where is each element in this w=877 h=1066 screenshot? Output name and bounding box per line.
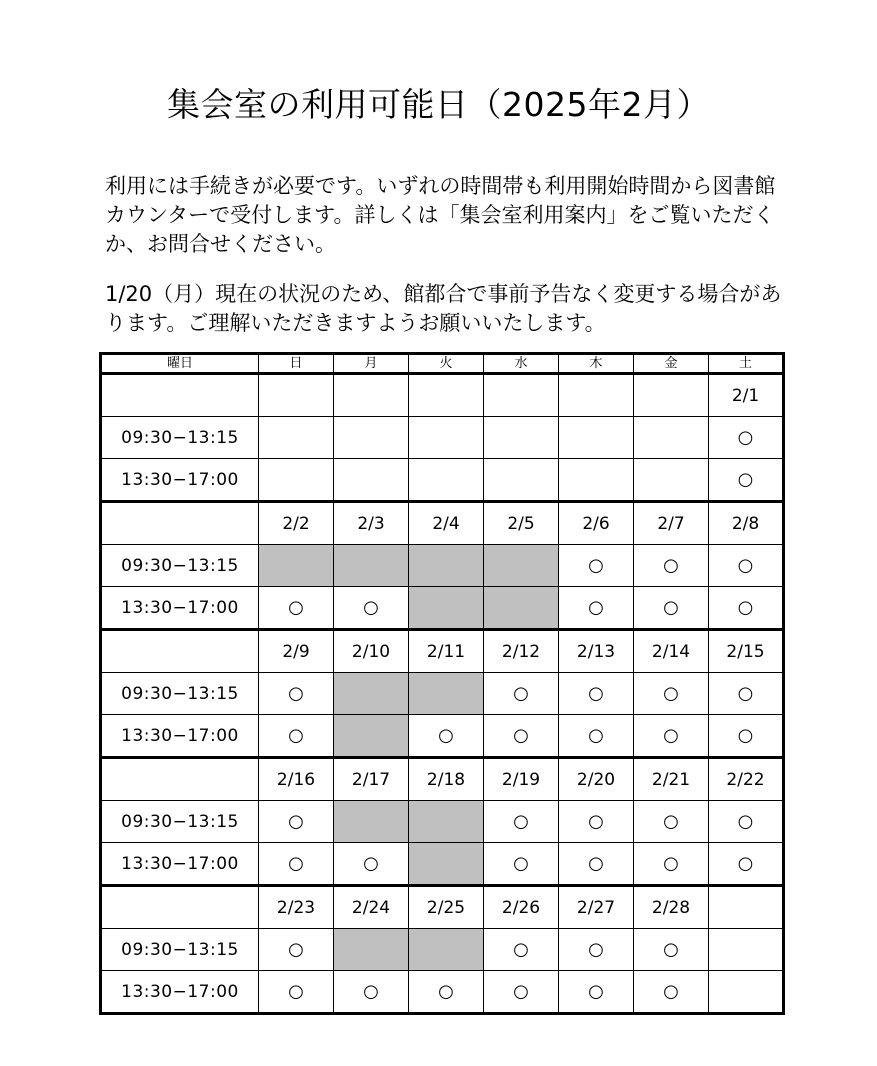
slot-row-morning xyxy=(101,417,784,459)
available-mark: ○ xyxy=(484,673,559,715)
available-mark: ○ xyxy=(484,801,559,843)
available-mark: ○ xyxy=(559,545,634,587)
available-mark: ○ xyxy=(634,801,709,843)
date-cell-mon xyxy=(334,374,409,417)
available-mark: ○ xyxy=(709,459,784,502)
week-date-row xyxy=(101,886,784,929)
available-mark: ○ xyxy=(634,843,709,886)
slot-row-afternoon xyxy=(101,843,784,886)
date-cell-sun: 2/2 xyxy=(259,502,334,545)
slot-row-afternoon xyxy=(101,587,784,630)
unavailable-cell xyxy=(334,929,409,971)
change-notice: 1/20（月）現在の状況のため、館都合で事前予告なく変更する場合があります。ご理解いただきますようお願いいたします。 xyxy=(105,282,782,335)
unavailable-cell xyxy=(409,801,484,843)
date-row-label xyxy=(101,630,259,673)
slot-row-afternoon xyxy=(101,971,784,1014)
date-row-label xyxy=(101,886,259,929)
weekday-mon: 月 xyxy=(334,354,409,374)
date-cell-sat: 2/1 xyxy=(709,374,784,417)
week-date-row xyxy=(101,374,784,417)
slot-row-morning xyxy=(101,801,784,843)
usage-notice: 利用には手続きが必要です。いずれの時間帯も利用開始時間から図書館カウンターで受付します。詳しくは「集会室利用案内」をご覧いただくか、お問合せください。 xyxy=(105,174,776,256)
time-slot-label: 13:30−17:00 xyxy=(101,715,259,758)
available-mark: ○ xyxy=(559,929,634,971)
unavailable-cell xyxy=(259,545,334,587)
available-mark: ○ xyxy=(634,587,709,630)
empty-cell xyxy=(334,417,409,459)
date-cell-mon: 2/24 xyxy=(334,886,409,929)
unavailable-cell xyxy=(409,673,484,715)
date-cell-fri: 2/21 xyxy=(634,758,709,801)
available-mark: ○ xyxy=(709,673,784,715)
available-mark: ○ xyxy=(634,545,709,587)
date-cell-sun: 2/9 xyxy=(259,630,334,673)
empty-cell xyxy=(334,459,409,502)
empty-cell xyxy=(559,459,634,502)
weekday-wed: 水 xyxy=(484,354,559,374)
unavailable-cell xyxy=(334,673,409,715)
date-cell-thu: 2/27 xyxy=(559,886,634,929)
weekday-sun: 日 xyxy=(259,354,334,374)
week-date-row xyxy=(101,502,784,545)
empty-cell xyxy=(259,459,334,502)
available-mark: ○ xyxy=(634,971,709,1014)
time-slot-label: 13:30−17:00 xyxy=(101,971,259,1014)
available-mark: ○ xyxy=(259,971,334,1014)
date-cell-sun: 2/16 xyxy=(259,758,334,801)
available-mark: ○ xyxy=(709,843,784,886)
date-cell-sat: 2/15 xyxy=(709,630,784,673)
date-cell-wed: 2/12 xyxy=(484,630,559,673)
unavailable-cell xyxy=(409,843,484,886)
weekday-header-row xyxy=(101,354,784,374)
empty-cell xyxy=(634,417,709,459)
page-title: 集会室の利用可能日（2025年2月） xyxy=(167,85,710,124)
weekday-sat: 土 xyxy=(709,354,784,374)
date-cell-tue: 2/4 xyxy=(409,502,484,545)
weekday-tue: 火 xyxy=(409,354,484,374)
date-cell-wed: 2/19 xyxy=(484,758,559,801)
unavailable-cell xyxy=(334,545,409,587)
available-mark: ○ xyxy=(634,715,709,758)
date-cell-tue: 2/18 xyxy=(409,758,484,801)
date-cell-sat: 2/8 xyxy=(709,502,784,545)
date-cell-sat: 2/22 xyxy=(709,758,784,801)
date-cell-wed xyxy=(484,374,559,417)
time-slot-label: 13:30−17:00 xyxy=(101,459,259,502)
empty-cell xyxy=(559,417,634,459)
week-date-row xyxy=(101,758,784,801)
available-mark: ○ xyxy=(559,971,634,1014)
date-cell-thu: 2/20 xyxy=(559,758,634,801)
available-mark: ○ xyxy=(259,673,334,715)
date-cell-fri: 2/28 xyxy=(634,886,709,929)
date-cell-tue: 2/11 xyxy=(409,630,484,673)
date-cell-fri: 2/7 xyxy=(634,502,709,545)
available-mark: ○ xyxy=(709,417,784,459)
unavailable-cell xyxy=(484,545,559,587)
time-slot-label: 09:30−13:15 xyxy=(101,929,259,971)
available-mark: ○ xyxy=(634,929,709,971)
date-cell-sun xyxy=(259,374,334,417)
date-cell-fri xyxy=(634,374,709,417)
unavailable-cell xyxy=(409,545,484,587)
available-mark: ○ xyxy=(259,929,334,971)
unavailable-cell xyxy=(334,801,409,843)
available-mark: ○ xyxy=(484,929,559,971)
unavailable-cell xyxy=(334,715,409,758)
date-cell-thu: 2/6 xyxy=(559,502,634,545)
date-cell-tue: 2/25 xyxy=(409,886,484,929)
available-mark: ○ xyxy=(559,843,634,886)
empty-cell xyxy=(409,459,484,502)
available-mark: ○ xyxy=(634,673,709,715)
empty-cell xyxy=(409,417,484,459)
time-slot-label: 09:30−13:15 xyxy=(101,545,259,587)
available-mark: ○ xyxy=(559,801,634,843)
unavailable-cell xyxy=(409,929,484,971)
time-slot-label: 09:30−13:15 xyxy=(101,801,259,843)
time-slot-label: 09:30−13:15 xyxy=(101,673,259,715)
available-mark: ○ xyxy=(259,587,334,630)
slot-row-morning xyxy=(101,545,784,587)
available-mark: ○ xyxy=(484,971,559,1014)
available-mark: ○ xyxy=(484,715,559,758)
available-mark: ○ xyxy=(409,715,484,758)
available-mark: ○ xyxy=(709,715,784,758)
time-slot-label: 09:30−13:15 xyxy=(101,417,259,459)
available-mark: ○ xyxy=(259,715,334,758)
week-date-row xyxy=(101,630,784,673)
weekday-corner-label: 曜日 xyxy=(101,354,259,374)
date-cell-sun: 2/23 xyxy=(259,886,334,929)
date-cell-fri: 2/14 xyxy=(634,630,709,673)
available-mark: ○ xyxy=(259,801,334,843)
unavailable-cell xyxy=(409,587,484,630)
date-row-label xyxy=(101,502,259,545)
date-row-label xyxy=(101,758,259,801)
time-slot-label: 13:30−17:00 xyxy=(101,843,259,886)
available-mark: ○ xyxy=(709,587,784,630)
empty-cell xyxy=(709,971,784,1014)
available-mark: ○ xyxy=(409,971,484,1014)
slot-row-afternoon xyxy=(101,715,784,758)
available-mark: ○ xyxy=(334,843,409,886)
available-mark: ○ xyxy=(559,587,634,630)
time-slot-label: 13:30−17:00 xyxy=(101,587,259,630)
slot-row-afternoon xyxy=(101,459,784,502)
date-row-label xyxy=(101,374,259,417)
date-cell-mon: 2/3 xyxy=(334,502,409,545)
empty-cell xyxy=(484,417,559,459)
date-cell-mon: 2/10 xyxy=(334,630,409,673)
date-cell-sat xyxy=(709,886,784,929)
available-mark: ○ xyxy=(559,673,634,715)
weekday-fri: 金 xyxy=(634,354,709,374)
empty-cell xyxy=(259,417,334,459)
slot-row-morning xyxy=(101,673,784,715)
availability-calendar xyxy=(99,352,785,1015)
calendar-body xyxy=(101,374,784,1014)
date-cell-thu xyxy=(559,374,634,417)
available-mark: ○ xyxy=(259,843,334,886)
date-cell-wed: 2/5 xyxy=(484,502,559,545)
weekday-thu: 木 xyxy=(559,354,634,374)
date-cell-mon: 2/17 xyxy=(334,758,409,801)
empty-cell xyxy=(709,929,784,971)
available-mark: ○ xyxy=(559,715,634,758)
available-mark: ○ xyxy=(709,545,784,587)
available-mark: ○ xyxy=(334,587,409,630)
unavailable-cell xyxy=(484,587,559,630)
date-cell-wed: 2/26 xyxy=(484,886,559,929)
slot-row-morning xyxy=(101,929,784,971)
date-cell-tue xyxy=(409,374,484,417)
available-mark: ○ xyxy=(334,971,409,1014)
empty-cell xyxy=(634,459,709,502)
empty-cell xyxy=(484,459,559,502)
date-cell-thu: 2/13 xyxy=(559,630,634,673)
available-mark: ○ xyxy=(709,801,784,843)
available-mark: ○ xyxy=(484,843,559,886)
